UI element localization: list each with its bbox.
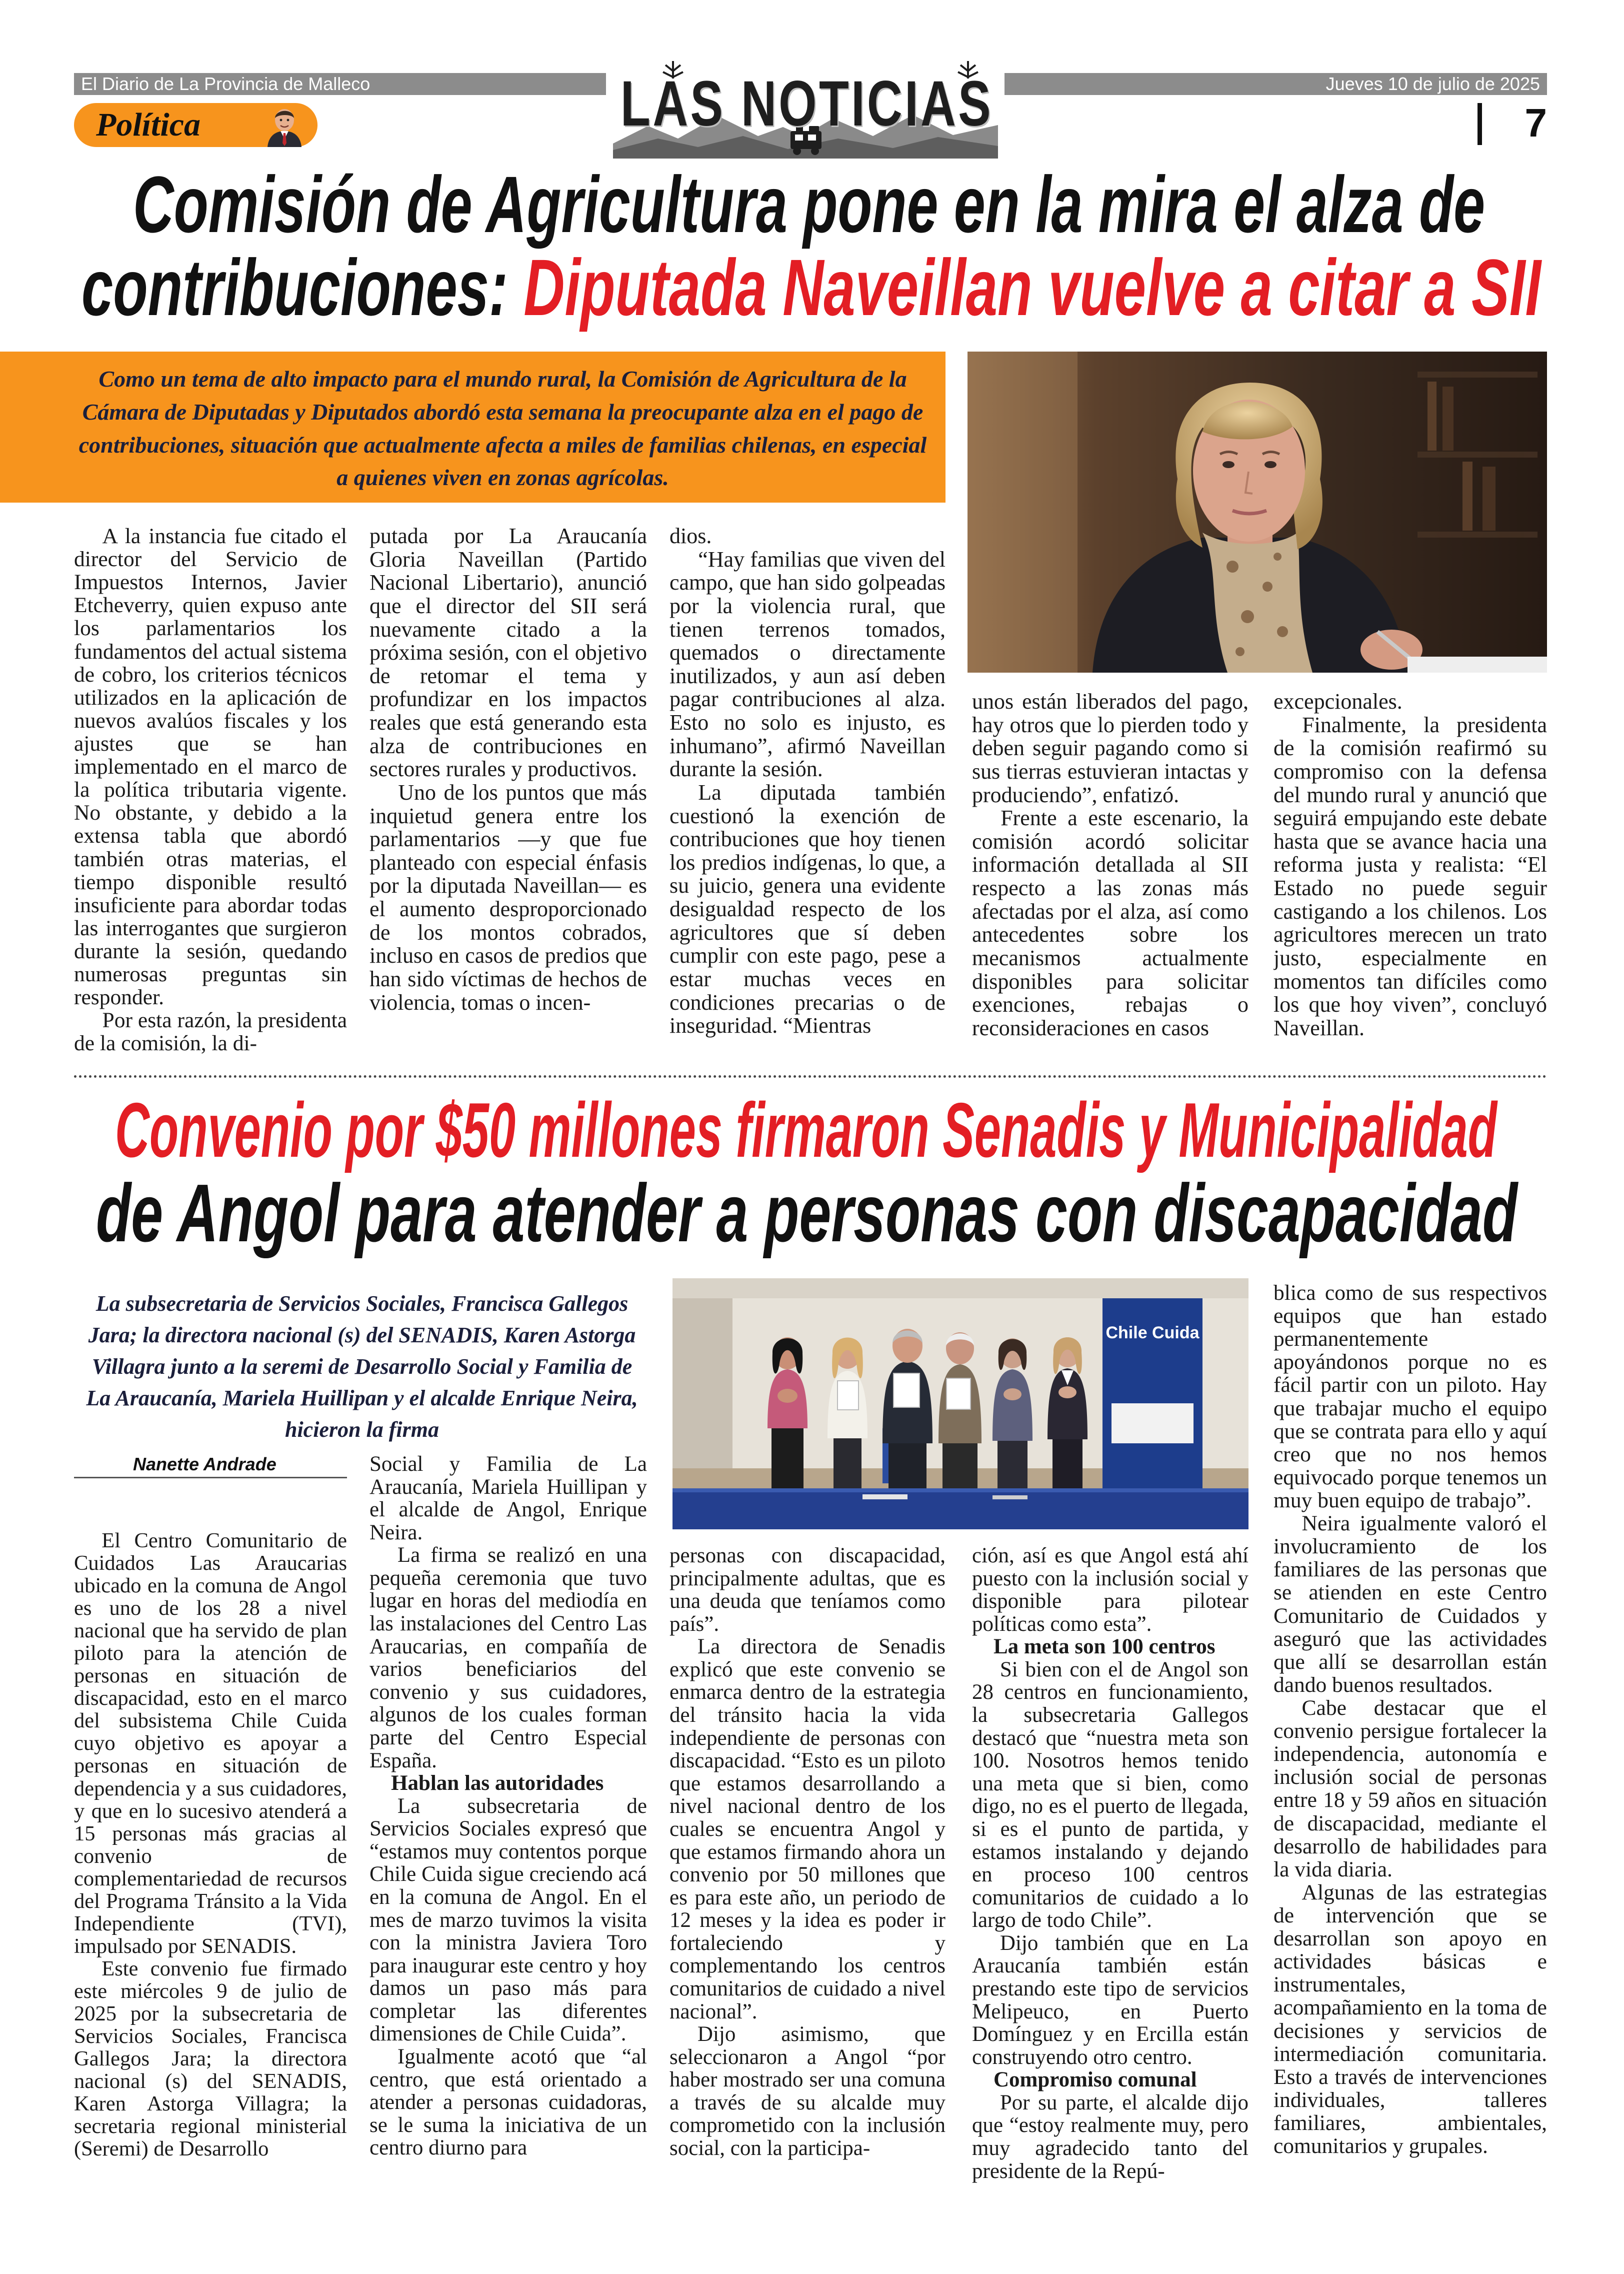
author-byline: Nanette Andrade [74,1453,347,1478]
article-paragraph: La subsecretaria de Servicios Sociales expresó que “estamos muy contentos porque Chile Cuida sigue creciendo acá en la comuna de Angol. En el mes de marzo tuvimos la visita con la ministra Javiera Toro para inaugurar este centro y hoy damos un paso más para completar las diferentes dimensiones de Chile Cuida”. [370,1794,647,2046]
article-paragraph: putada por La Araucanía Gloria Naveillan (Partido Nacional Libertario), anunció que el director del SII será nuevamente citado a la próxima sesión, con el objetivo de retomar el tema y profundizar en los impactos reales que está generando esta alza de contribuciones en sectores rurales y productivos. [370,525,647,782]
article-paragraph: blica como de sus respectivos equipos que han estado permanentemente apoyándonos porque no es fácil partir con un piloto. Hay que trabajar mucho el equipo que se contrata para ello y aquí creo que no nos hemos equivocado porque tenemos un muy buen equipo de trabajo”. [1274,1281,1547,1512]
newspaper-logo [620,69,993,139]
article-paragraph: Neira igualmente valoró el involucramiento de los familiares de las personas que se atienden en este Centro Comunitario de Cuidados y aseguró que las actividades que allí se desarrollan están dando buenos resultados. [1274,1511,1547,1697]
article-paragraph: dios. [670,525,712,548]
article-separator [74,1075,1547,1078]
article-paragraph: Social y Familia de La Araucanía, Mariela Huillipan y el alcalde de Angol, Enrique Neira. [370,1453,647,1544]
headline-black-part: contribuciones: [82,243,508,332]
article1-lead: Como un tema de alto impacto para el mundo rural, la Comisión de Agricultura de la Cámara de Diputadas y Diputados abordó esta semana la preocupante alza en el pago de contribuciones, situación que actualmente afecta a miles de familias chilenas, en especial a quienes viven en zonas agrícolas. [0,352,946,503]
article-paragraph: El Centro Comunitario de Cuidados Las Araucarias ubicado en la comuna de Angol es uno de los 28 a nivel nacional que ha servido de plan piloto para la atención de personas en situación de discapacidad, esto en el marco del subsistema Chile Cuida cuyo objetivo es apoyar a personas en situación de dependencia y a sus cuidadores, y que en lo sucesivo atenderá a 15 personas más gracias al convenio de complementariedad de recursos del Programa Tránsito a la Vida Independiente (TVI), impulsado por SENADIS. [74,1529,347,1958]
section-label: Política [96,107,200,143]
article-subheading: La meta son 100 centros [994,1635,1216,1659]
issue-date-bar: Jueves 10 de julio de 2025 [1004,73,1547,95]
article-paragraph: Frente a este escenario, la comisión acordó solicitar información detallada al SII respecto a las zonas más afectadas por el alza, así como antecedentes sobre los mecanismos actualmente disponibles para solicitar exenciones, rebajas o reconsideraciones en casos [972,806,1248,1040]
article1-column-4 [972,690,1248,1065]
article-paragraph: “Hay familias que viven del campo, que han sido golpeadas por la violencia rural, que tienen terrenos tomados, quemados o directamente inutilizados, y aun así deben pagar contribuciones al alza. Esto no solo es injusto, es inhumano”, afirmó Naveillan durante la sesión. [670,547,946,782]
page-number: 7 [1524,101,1547,145]
article-paragraph: La directora de Senadis explicó que este convenio se enmarca dentro de la estrategia del tránsito hacia la vida independiente de personas con discapacidad. “Esto es un piloto que estamos desarrollando a nivel nacional dentro de los cuales se encuentra Angol y que estamos firmando ahora un convenio por 50 millones que es para este año, un periodo de 12 meses y la idea es poder ir fortaleciendo y complementando los centros comunitarios de cuidado a nivel nacional”. [670,1635,946,2023]
article-subheading: Hablan las autoridades [391,1771,604,1795]
page-number-divider [1478,103,1482,145]
headline-text [82,243,1541,332]
banner-logo-text: Chile Cuida [1106,1323,1200,1342]
article-paragraph: La diputada también cuestionó la exención de contribuciones que hoy tienen los predios indígenas, lo que, a su juicio, genera una evidente desigualdad respecto de los agricultores que sí deben cumplir con este pago, pese a estar muchas veces en condiciones precarias o de inseguridad. “Mientras [670,780,946,1038]
article-paragraph: excepcionales. [1274,690,1402,714]
article-paragraph: Dijo también que en La Araucanía también están prestando este tipo de servicios Melipeuco, en Puerto Domínguez y en Ercilla están construyendo otro centro. [972,1931,1248,2069]
article2-lead: La subsecretaria de Servicios Sociales, Francisca Gallegos Jara; la directora nacional (s) del SENADIS, Karen Astorga Villagra junto a la seremi de Desarrollo Social y Familia de La Araucanía, Mariela Huillipan y el alcalde Enrique Neira, hicieron la firma [86,1291,638,1442]
article-paragraph: Igualmente acotó que “al centro, que está orientado a atender a personas cuidadoras, se le suma la iniciativa de un centro diurno para [370,2045,647,2160]
article-paragraph: La firma se realizó en una pequeña ceremonia que tuvo lugar en horas del mediodía en las instalaciones del Centro Las Araucarias, en compañía de varios beneficiarios del convenio y sus cuidadores, algunos de los cuales forman parte del Centro Especial España. [370,1543,647,1772]
article-paragraph: Por su parte, el alcalde dijo que “estoy realmente muy, pero muy agradecido tanto del presidente de la Repú- [972,2090,1248,2183]
article-paragraph: ción, así es que Angol está ahí puesto con la inclusión social y disponible para pilotear políticas como esta”. [972,1544,1248,1636]
publication-name-bar: El Diario de La Provincia de Malleco [74,73,606,95]
headline-text: de Angol para atender a personas con discapacidad [96,1167,1518,1259]
article-paragraph: Cabe destacar que el convenio persigue fortalecer la independencia, autonomía e inclusión social de personas entre 18 y 59 años en situación de discapacidad, mediante el desarrollo de habilidades para la vida diaria. [1274,1695,1547,1881]
article2-headline-line2 [96,1167,1518,1259]
article1-column-1 [74,525,347,1064]
article1-headline-line2 [82,243,1541,332]
article-paragraph: Si bien con el de Angol son 28 centros en funcionamiento, la subsecretaria Gallegos destacó que “nuestra meta son 100. Nosotros hemos tenido una meta que si bien, como digo, no es el puerto de llegada, si es el punto de partida, y estamos instalando y dejando en proceso 100 centros comunitarios de cuidado a lo largo de todo Chile”. [972,1657,1248,1932]
headline-red-part: Diputada Naveillan vuelve a citar a SII [524,243,1541,332]
signing-ceremony-photo [672,1278,1248,1529]
article-paragraph: Uno de los puntos que más inquietud genera entre los parlamentarios —y que fue planteado con especial énfasis por la diputada Naveillan— es el aumento desproporcionado de los montos cobrados, incluso en casos de predios que han sido víctimas de hechos de violencia, tomas o incen- [370,780,647,1015]
article-paragraph: Dijo asimismo, que seleccionaron a Angol “por haber mostrado ser una comuna a través de su alcalde muy comprometido con la inclusión social, con la participa- [670,2022,946,2160]
logo-text: LAS NOTICIAS [620,68,993,140]
article1-column-2 [370,525,647,1064]
article2-column-1 [74,1529,347,2189]
article-paragraph: Por esta razón, la presidenta de la comisión, la di- [74,1008,347,1056]
article-paragraph: A la instancia fue citado el director del Servicio de Impuestos Internos, Javier Etcheverry, quien expuso ante los parlamentarios los fundamentos del actual sistema de cobro, los criterios técnicos utilizados en la aplicación de nuevos avalúos fiscales y los ajustes que se han implementado en el marco de la política tributaria vigente. No obstante, y debido a la extensa tabla que abordó también otras materias, el tiempo disponible resultó insuficiente para abordar todas las interrogantes que surgieron durante la sesión, quedando numerosas preguntas sin responder. [74,525,347,1010]
article2-column-2 [370,1453,647,2189]
article-paragraph: Finalmente, la presidenta de la comisión reafirmó su compromiso con la defensa del mundo rural y anunció que seguirá empujando este debate hasta que se avance hacia una reforma justa y realista: “El Estado no puede seguir castigando a los chilenos. Los agricultores merecen un trato justo, especialmente en momentos tan difíciles como los que hoy viven”, concluyó Naveillan. [1274,712,1547,1040]
headline-text: Convenio por $50 millones firmaron Senadis y Municipalidad [115,1087,1497,1173]
article2-column-3 [670,1544,946,2189]
headline-text: Comisión de Agricultura pone en la mira el alza de [133,160,1485,249]
politician-caricature-icon [258,103,312,147]
article1-column-5 [1274,690,1547,1065]
article-paragraph: unos están liberados del pago, hay otros que lo pierden todo y deben seguir pagando como si sus tierras estuvieran intactas y produciendo”, enfatizó. [972,690,1248,807]
article-subheading: Compromiso comunal [994,2068,1197,2092]
article-paragraph: Este convenio fue firmado este miércoles 9 de julio de 2025 por la subsecretaria de Servicios Sociales, Francisca Gallegos Jara; la directora nacional (s) del SENADIS, Karen Astorga Villagra; la secretaria regional ministerial (Seremi) de Desarrollo [74,1956,347,2161]
article2-headline-line1 [115,1087,1497,1173]
naveillan-portrait-photo [968,352,1547,673]
article2-column-5 [1274,1281,1547,2189]
article-paragraph: personas con discapacidad, principalmente adultas, que es una deuda que teníamos como país”. [670,1544,946,1636]
article1-headline-line1 [133,160,1485,249]
article-paragraph: Algunas de las estrategias de intervención que se desarrollan son apoyo en actividades básicas e instrumentales, acompañamiento en la toma de decisiones y servicios de intermediación comunitaria. Esto a través de intervenciones individuales, talleres familiares, ambientales, comunitarios y grupales. [1274,1880,1547,2158]
article2-column-4 [972,1544,1248,2189]
article1-column-3 [670,525,946,1064]
